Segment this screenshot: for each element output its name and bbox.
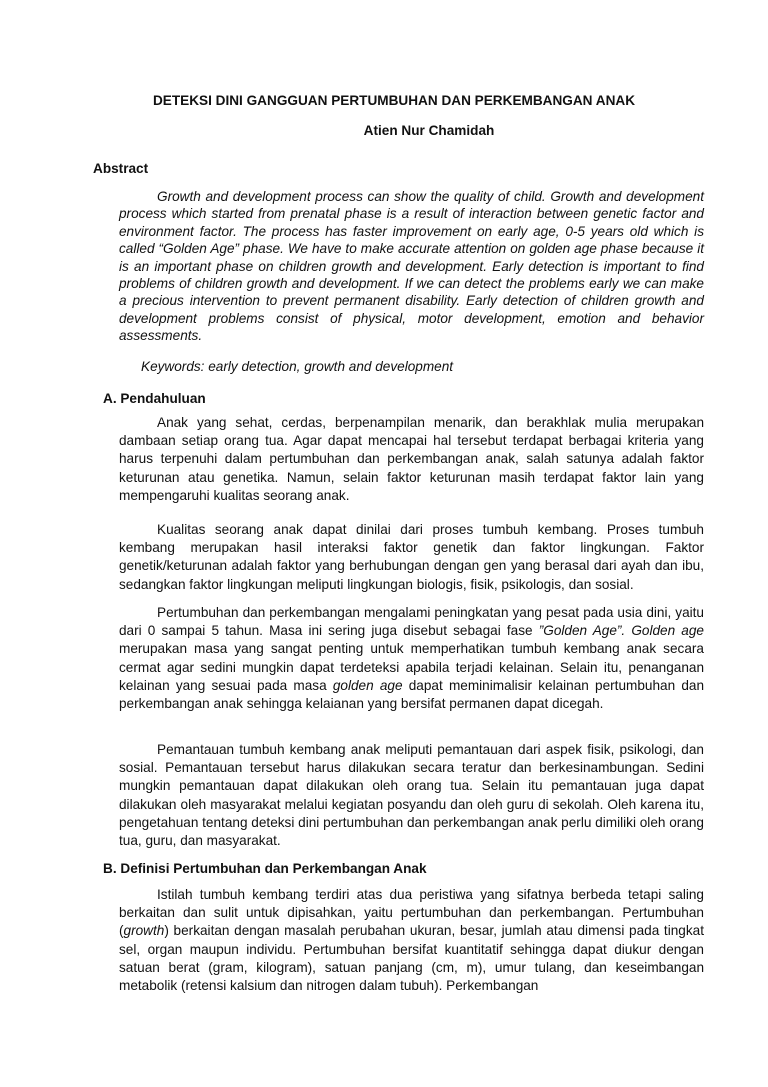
section-b-heading: B. Definisi Pertumbuhan dan Perkembangan Anak [103, 861, 427, 876]
abstract-paragraph: Growth and development process can show the quality of child. Growth and development process which started from prenatal phase is a result of interaction between genetic factor and environment factor. The process has faster improvement on early age, 0-5 years old which is called “Golden Age” phase. We have to make accurate attention on golden age phase because it is an important phase on children growth and development. Early detection is important to find problems of children growth and development. If we can detect the problems early we can make a precious intervention to prevent permanent disability. Early detection of children growth and development problems consist of physical, motor development, emotion and behavior assessments. [119, 189, 704, 344]
section-a-paragraph-2: Kualitas seorang anak dapat dinilai dari proses tumbuh kembang. Proses tumbuh kembang merupakan hasil interaksi faktor genetik dan faktor lingkungan. Faktor genetik/keturunan adalah faktor yang berhubungan dengan gen yang berasal dari ayah dan ibu, sedangkan faktor lingkungan meliputi lingkungan biologis, fisik, psikologis, dan sosial. [119, 522, 704, 592]
text-run: merupakan masa yang sangat penting untuk memperhatikan tumbuh kembang anak secara cermat agar sedini mungkin dapat terdeteksi apabila terjadi kelainan. Selain itu, penanganan kelainan yang sesuai pada masa [119, 641, 704, 693]
section-b-paragraph-1 [119, 886, 704, 995]
title-text: DETEKSI DINI GANGGUAN PERTUMBUHAN DAN PERKEMBANGAN ANAK [152, 93, 636, 108]
document-title [0, 93, 768, 108]
text-run: ) berkaitan dengan masalah perubahan ukuran, besar, jumlah atau dimensi pada tingkat sel, organ maupun individu. Pertumbuhan bersifat kuantitatif sehingga dapat diukur dengan satuan berat (gram, kilogram), satuan panjang (cm, m), umur tulang, dan keseimbangan metabolik (retensi kalsium dan nitrogen dalam tubuh). Perkembangan [119, 923, 704, 994]
text-run: Pertumbuhan dan perkembangan mengalami peningkatan yang pesat pada usia dini, yaitu dari 0 sampai 5 tahun. Masa ini sering juga disebut sebagai fase [119, 605, 704, 639]
text-run: Istilah tumbuh kembang terdiri atas dua peristiwa yang sifatnya berbeda tetapi saling berkaitan dan sulit untuk dipisahkan, yaitu pertumbuhan dan perkembangan. Pertumbuhan ( [119, 887, 704, 939]
text-run: dapat meminimalisir kelainan pertumbuhan dan perkembangan anak sehingga kelaianan yang bersifat permanen dapat dicegah. [119, 677, 705, 712]
author-text: Atien Nur Chamidah [363, 123, 495, 138]
italic-run: ”Golden Age”. Golden age [538, 623, 704, 639]
abstract-heading: Abstract [93, 161, 149, 176]
section-a-paragraph-1: Anak yang sehat, cerdas, berpenampilan menarik, dan berakhlak mulia merupakan dambaan setiap orang tua. Agar dapat mencapai hal tersebut terdapat berbagai kriteria yang harus terpenuhi dalam pertumbuhan dan perkembangan anak, salah satunya adalah faktor keturunan atau genetika. Namun, selain faktor keturunan masih terdapat faktor lain yang mempengaruhi kualitas seorang anak. [119, 415, 704, 503]
italic-run: golden age [332, 677, 403, 693]
italic-run: growth [123, 923, 165, 939]
section-a-paragraph-3 [119, 604, 704, 713]
keywords: Keywords: early detection, growth and development [141, 359, 454, 374]
author-name [0, 123, 768, 138]
section-a-heading: A. Pendahuluan [103, 391, 206, 406]
section-a-paragraph-4: Pemantauan tumbuh kembang anak meliputi pemantauan dari aspek fisik, psikologi, dan sosial. Pemantauan tersebut harus dilakukan secara teratur dan berkesinambungan. Sedini mungkin pemantauan dapat dilakukan oleh orang tua. Selain itu pemantauan juga dapat dilakukan oleh masyarakat melalui kegiatan posyandu dan oleh guru di sekolah. Oleh karena itu, pengetahuan tentang deteksi dini pertumbuhan dan perkembangan anak perlu dimiliki oleh orang tua, guru, dan masyarakat. [119, 742, 704, 849]
